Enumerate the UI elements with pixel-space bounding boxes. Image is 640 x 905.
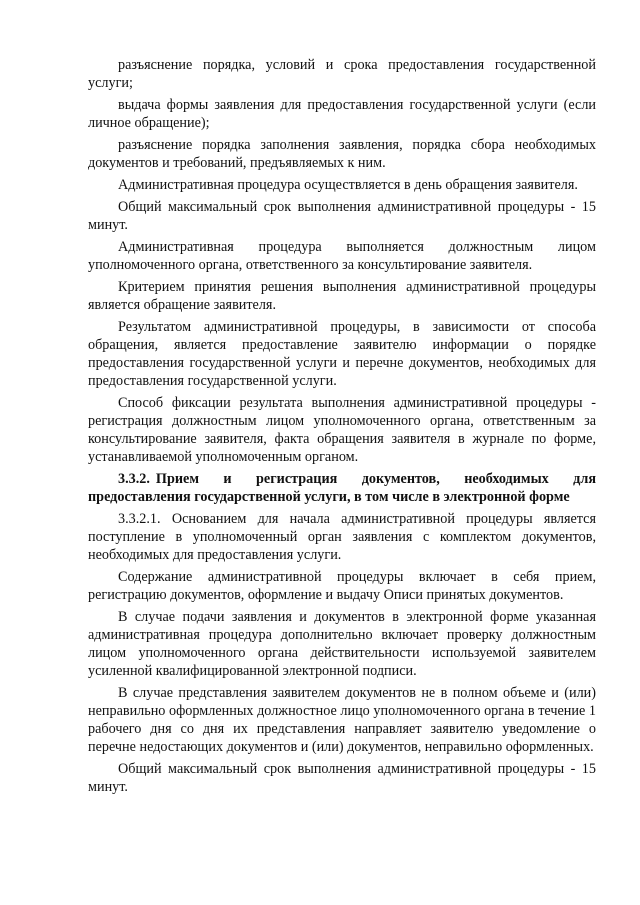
- paragraph: Критерием принятия решения выполнения административной процедуры является обращение заявителя.: [88, 279, 596, 313]
- section-number: 3.3.2.: [118, 471, 150, 487]
- paragraph: Результатом административной процедуры, в зависимости от способа обращения, является предоставление заявителю информации о порядке предоставления государственной услуги и перечне документов, необходимых для предоставления государственной услуги.: [88, 319, 596, 389]
- paragraph: Общий максимальный срок выполнения административной процедуры - 15 минут.: [88, 199, 596, 233]
- paragraph: разъяснение порядка, условий и срока предоставления государственной услуги;: [88, 57, 596, 91]
- section-heading: [88, 470, 596, 506]
- paragraph: В случае представления заявителем документов не в полном объеме и (или) неправильно оформленных должностное лицо уполномоченного органа в течение 1 рабочего дня со дня их представления направляет заявителю уведомление о перечне недостающих документов и (или) документов, неправильно оформленных.: [88, 685, 596, 755]
- paragraph: Административная процедура осуществляется в день обращения заявителя.: [118, 177, 578, 193]
- paragraph: выдача формы заявления для предоставления государственной услуги (если личное обращение);: [88, 97, 596, 131]
- paragraph: Способ фиксации результата выполнения административной процедуры - регистрация должностным лицом уполномоченного органа, ответственным за консультирование заявителя, факта обращения заявителя в журнале по форме, устанавливаемой уполномоченным органом.: [88, 395, 596, 465]
- paragraph: 3.3.2.1. Основанием для начала административной процедуры является поступление в уполномоченный орган заявления с комплектом документов, необходимых для предоставления услуги.: [88, 511, 596, 563]
- paragraph: В случае подачи заявления и документов в электронной форме указанная административная процедура дополнительно включает проверку должностным лицом уполномоченного органа действительности используемой заявителем усиленной квалифицированной электронной подписи.: [88, 609, 596, 679]
- section-title: Прием и регистрация документов, необходимых для предоставления государственной услуги, в том числе в электронной форме: [88, 471, 596, 505]
- paragraph: разъяснение порядка заполнения заявления, порядка сбора необходимых документов и требований, предъявляемых к ним.: [88, 137, 596, 171]
- paragraph: Содержание административной процедуры включает в себя прием, регистрацию документов, оформление и выдачу Описи принятых документов.: [88, 569, 596, 603]
- paragraph: Общий максимальный срок выполнения административной процедуры - 15 минут.: [88, 761, 596, 795]
- document-page: [88, 56, 596, 800]
- paragraph: Административная процедура выполняется должностным лицом уполномоченного органа, ответственного за консультирование заявителя.: [88, 239, 596, 273]
